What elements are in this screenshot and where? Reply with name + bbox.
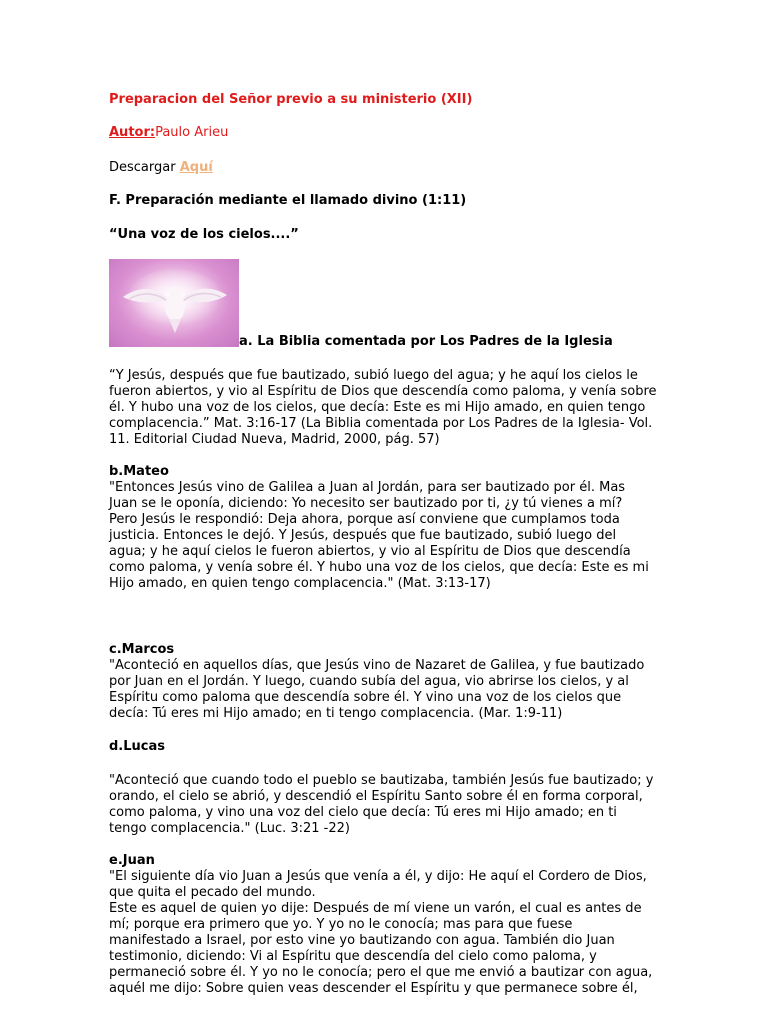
section-e-paragraph — [109, 869, 669, 997]
text-line: mí; porque era primero que yo. Y yo no le conocía; mas para que fuese — [109, 917, 573, 932]
dove-icon — [109, 259, 239, 347]
text-line: aquél me dijo: Sobre quien veas descender el Espíritu y que permanece sobre él, — [109, 981, 638, 996]
text-line: fueron abiertos, y vio al Espíritu de Dios que descendía como paloma, y venía sobre — [109, 384, 657, 399]
text-line: por Juan en el Jordán. Y luego, cuando subía del agua, vio abrirse los cielos, y al — [109, 674, 629, 689]
text-line: 11. Editorial Ciudad Nueva, Madrid, 2000, pág. 57) — [109, 432, 440, 447]
text-line: testimonio, diciendo: Vi al Espíritu que descendía del cielo como paloma, y — [109, 949, 597, 964]
text-line: Juan se le oponía, diciendo: Yo necesito ser bautizado por ti, ¿y tú vienes a mí? — [109, 496, 623, 511]
download-label: Descargar — [109, 160, 180, 175]
text-line: que quita el pecado del mundo. — [109, 885, 316, 900]
section-f-heading: F. Preparación mediante el llamado divino (1:11) — [109, 193, 467, 208]
quote-title: “Una voz de los cielos....” — [109, 227, 299, 242]
text-line: Espíritu como paloma que descendía sobre él. Y vino una voz de los cielos que — [109, 690, 622, 705]
text-line: permaneció sobre él. Y yo no le conocía; pero el que me envió a bautizar con agua, — [109, 965, 653, 980]
section-a-paragraph — [109, 368, 669, 448]
dove-image — [109, 259, 239, 347]
section-b-paragraph — [109, 480, 669, 592]
author-line — [109, 125, 669, 141]
text-line: manifestado a Israel, por esto vine yo bautizando con agua. También dio Juan — [109, 933, 615, 948]
text-line: "Aconteció que cuando todo el pueblo se bautizaba, también Jesús fue bautizado; y — [109, 773, 654, 788]
text-line: justicia. Entonces le dejó. Y Jesús, después que fue bautizado, subió luego del — [109, 528, 617, 543]
document-title: Preparacion del Señor previo a su ministerio (XII) — [109, 92, 473, 107]
text-line: él. Y hubo una voz de los cielos, que decía: Este es mi Hijo amado, en quien tengo — [109, 400, 646, 415]
text-line: decía: Tú eres mi Hijo amado; en ti tengo complacencia. (Mar. 1:9-11) — [109, 706, 563, 721]
author-name: Paulo Arieu — [155, 125, 229, 140]
section-d-paragraph — [109, 773, 669, 837]
section-a-heading: a. La Biblia comentada por Los Padres de la Iglesia — [239, 334, 613, 349]
text-line: "Aconteció en aquellos días, que Jesús vino de Nazaret de Galilea, y fue bautizado — [109, 658, 645, 673]
text-line: como paloma, y vino una voz del cielo que decía: Tú eres mi Hijo amado; en ti — [109, 805, 617, 820]
author-label: Autor: — [109, 125, 156, 140]
text-line: complacencia.” Mat. 3:16-17 (La Biblia comentada por Los Padres de la Iglesia- Vol. — [109, 416, 653, 431]
section-e-heading: e.Juan — [109, 853, 155, 868]
text-line: agua; y he aquí cielos le fueron abiertos, y vio al Espíritu de Dios que descendía — [109, 544, 631, 559]
section-d-heading: d.Lucas — [109, 739, 165, 754]
text-line: "El siguiente día vio Juan a Jesús que venía a él, y dijo: He aquí el Cordero de Dios, — [109, 869, 647, 884]
section-c-paragraph — [109, 658, 669, 722]
text-line: tengo complacencia." (Luc. 3:21 -22) — [109, 821, 350, 836]
text-line: Pero Jesús le respondió: Deja ahora, porque así conviene que cumplamos toda — [109, 512, 620, 527]
text-line: “Y Jesús, después que fue bautizado, subió luego del agua; y he aquí los cielos le — [109, 368, 638, 383]
text-line: Este es aquel de quien yo dije: Después de mí viene un varón, el cual es antes de — [109, 901, 642, 916]
text-line: orando, el cielo se abrió, y descendió el Espíritu Santo sobre él en forma corporal, — [109, 789, 643, 804]
text-line: "Entonces Jesús vino de Galilea a Juan al Jordán, para ser bautizado por él. Mas — [109, 480, 626, 495]
text-line: como paloma, y venía sobre él. Y hubo una voz de los cielos, que decía: Este es mi — [109, 560, 649, 575]
download-link[interactable]: Aquí — [179, 160, 213, 175]
section-b-heading: b.Mateo — [109, 464, 169, 479]
text-line: Hijo amado, en quien tengo complacencia." (Mat. 3:13-17) — [109, 576, 491, 591]
download-line — [109, 160, 669, 176]
section-c-heading: c.Marcos — [109, 642, 175, 657]
